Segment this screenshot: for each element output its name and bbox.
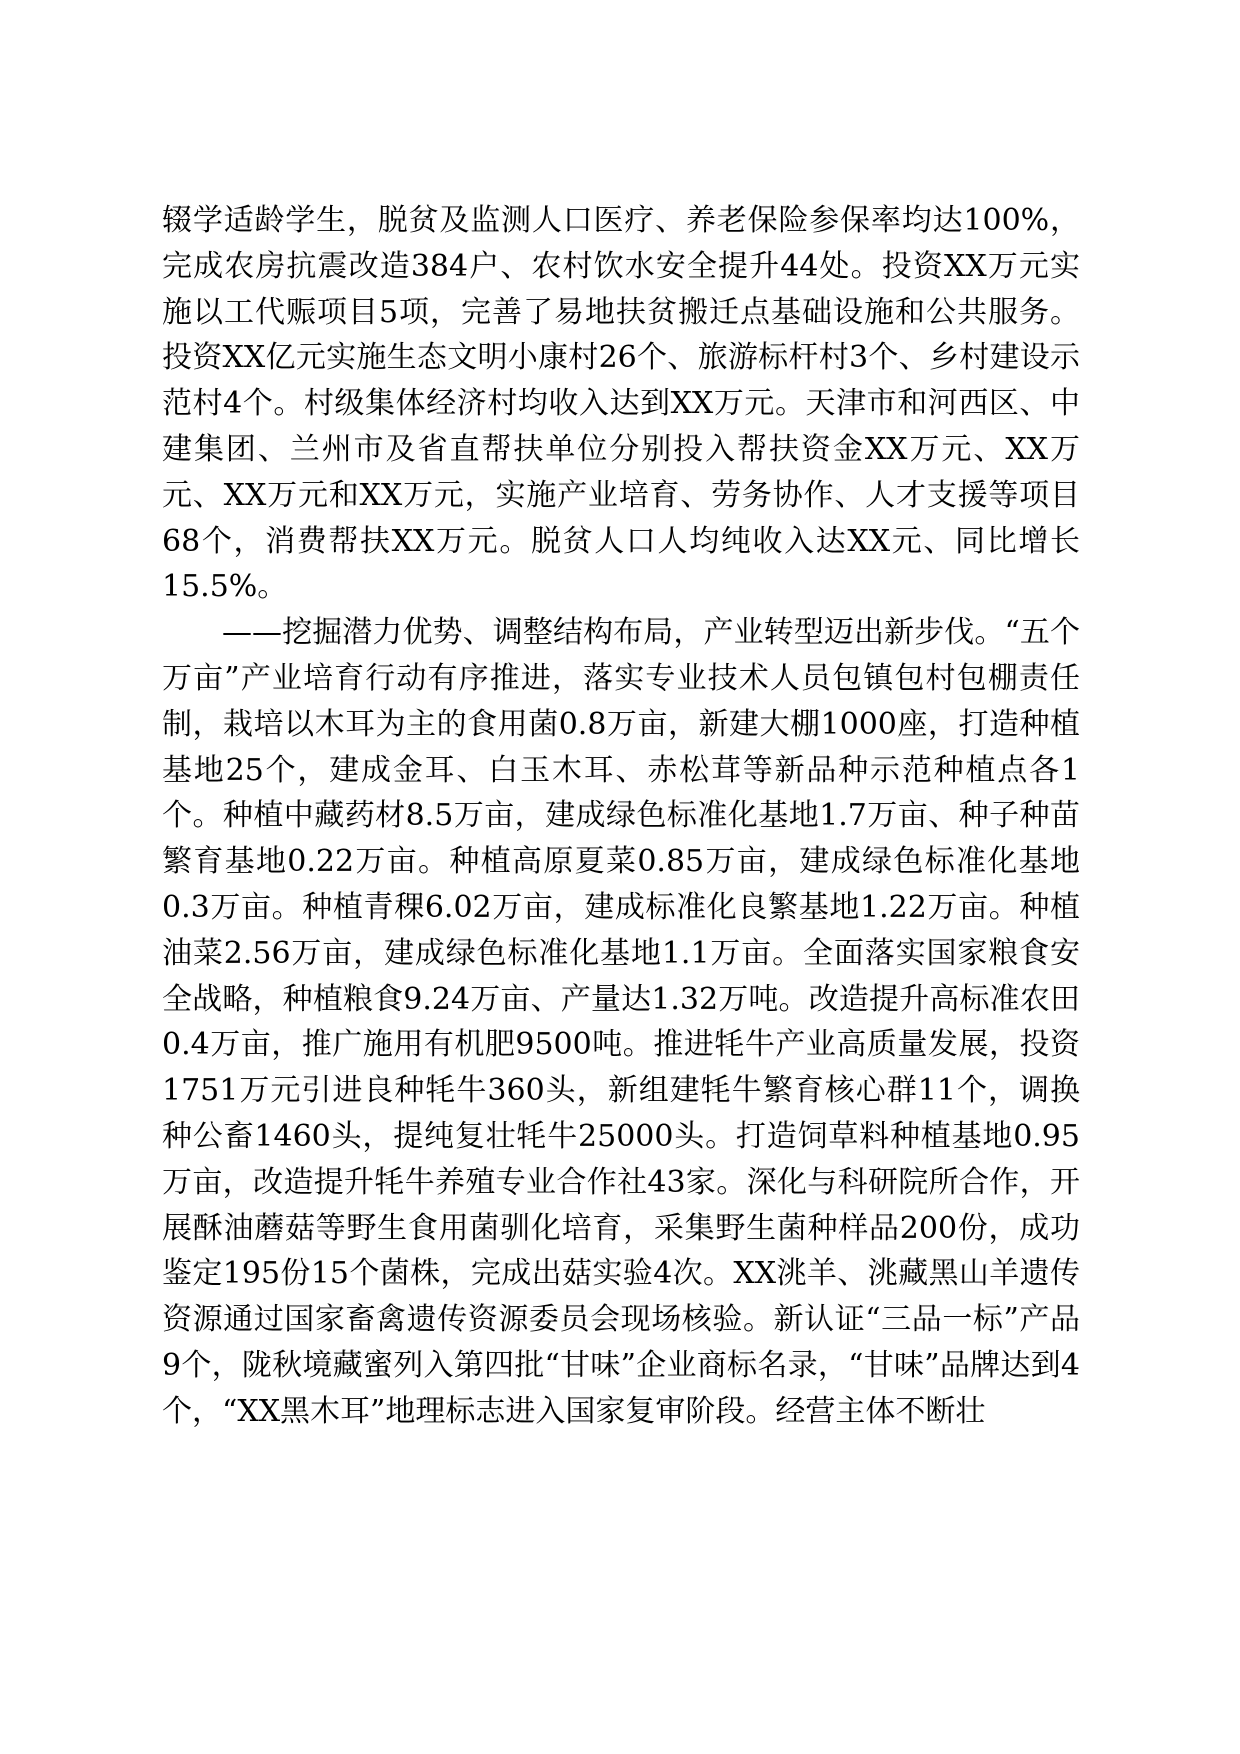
paragraph-poverty-alleviation: 辍学适龄学生，脱贫及监测人口医疗、养老保险参保率均达100%，完成农房抗震改造384户、农村饮水安全提升44处。投资XX万元实施以工代赈项目5项，完善了易地扶贫搬迁点基础设施和公共服务。投资XX亿元实施生态文明小康村26个、旅游标杆村3个、乡村建设示范村4个。村级集体经济村均收入达到XX万元。天津市和河西区、中建集团、兰州市及省直帮扶单位分别投入帮扶资金XX万元、XX万元、XX万元和XX万元，实施产业培育、劳务协作、人才支援等项目68个，消费帮扶XX万元。脱贫人口人均纯收入达XX元、同比增长15.5%。: [162, 203, 1080, 605]
paragraph-industry-transformation: ——挖掘潜力优势、调整结构布局，产业转型迈出新步伐。“五个万亩”产业培育行动有序推进，落实专业技术人员包镇包村包棚责任制，栽培以木耳为主的食用菌0.8万亩，新建大棚1000座，打造种植基地25个，建成金耳、白玉木耳、赤松茸等新品种示范种植点各1个。种植中藏药材8.5万亩，建成绿色标准化基地1.7万亩、种子种苗繁育基地0.22万亩。种植高原夏菜0.85万亩，建成绿色标准化基地0.3万亩。种植青稞6.02万亩，建成标准化良繁基地1.22万亩。种植油菜2.56万亩，建成绿色标准化基地1.1万亩。全面落实国家粮食安全战略，种植粮食9.24万亩、产量达1.32万吨。改造提升高标准农田0.4万亩，推广施用有机肥9500吨。推进牦牛产业高质量发展，投资1751万元引进良种牦牛360头，新组建牦牛繁育核心群11个，调换种公畜1460头，提纯复壮牦牛25000头。打造饲草料种植基地0.95万亩，改造提升牦牛养殖专业合作社43家。深化与科研院所合作，开展酥油蘑菇等野生食用菌驯化培育，采集野生菌种样品200份，成功鉴定195份15个菌株，完成出菇实验4次。XX洮羊、洮藏黑山羊遗传资源通过国家畜禽遗传资源委员会现场核验。新认证“三品一标”产品9个，陇秋境藏蜜列入第四批“甘味”企业商标名录，“甘味”品牌达到4个，“XX黑木耳”地理标志进入国家复审阶段。经营主体不断壮: [162, 615, 1080, 1429]
document-body: [162, 198, 1080, 1435]
